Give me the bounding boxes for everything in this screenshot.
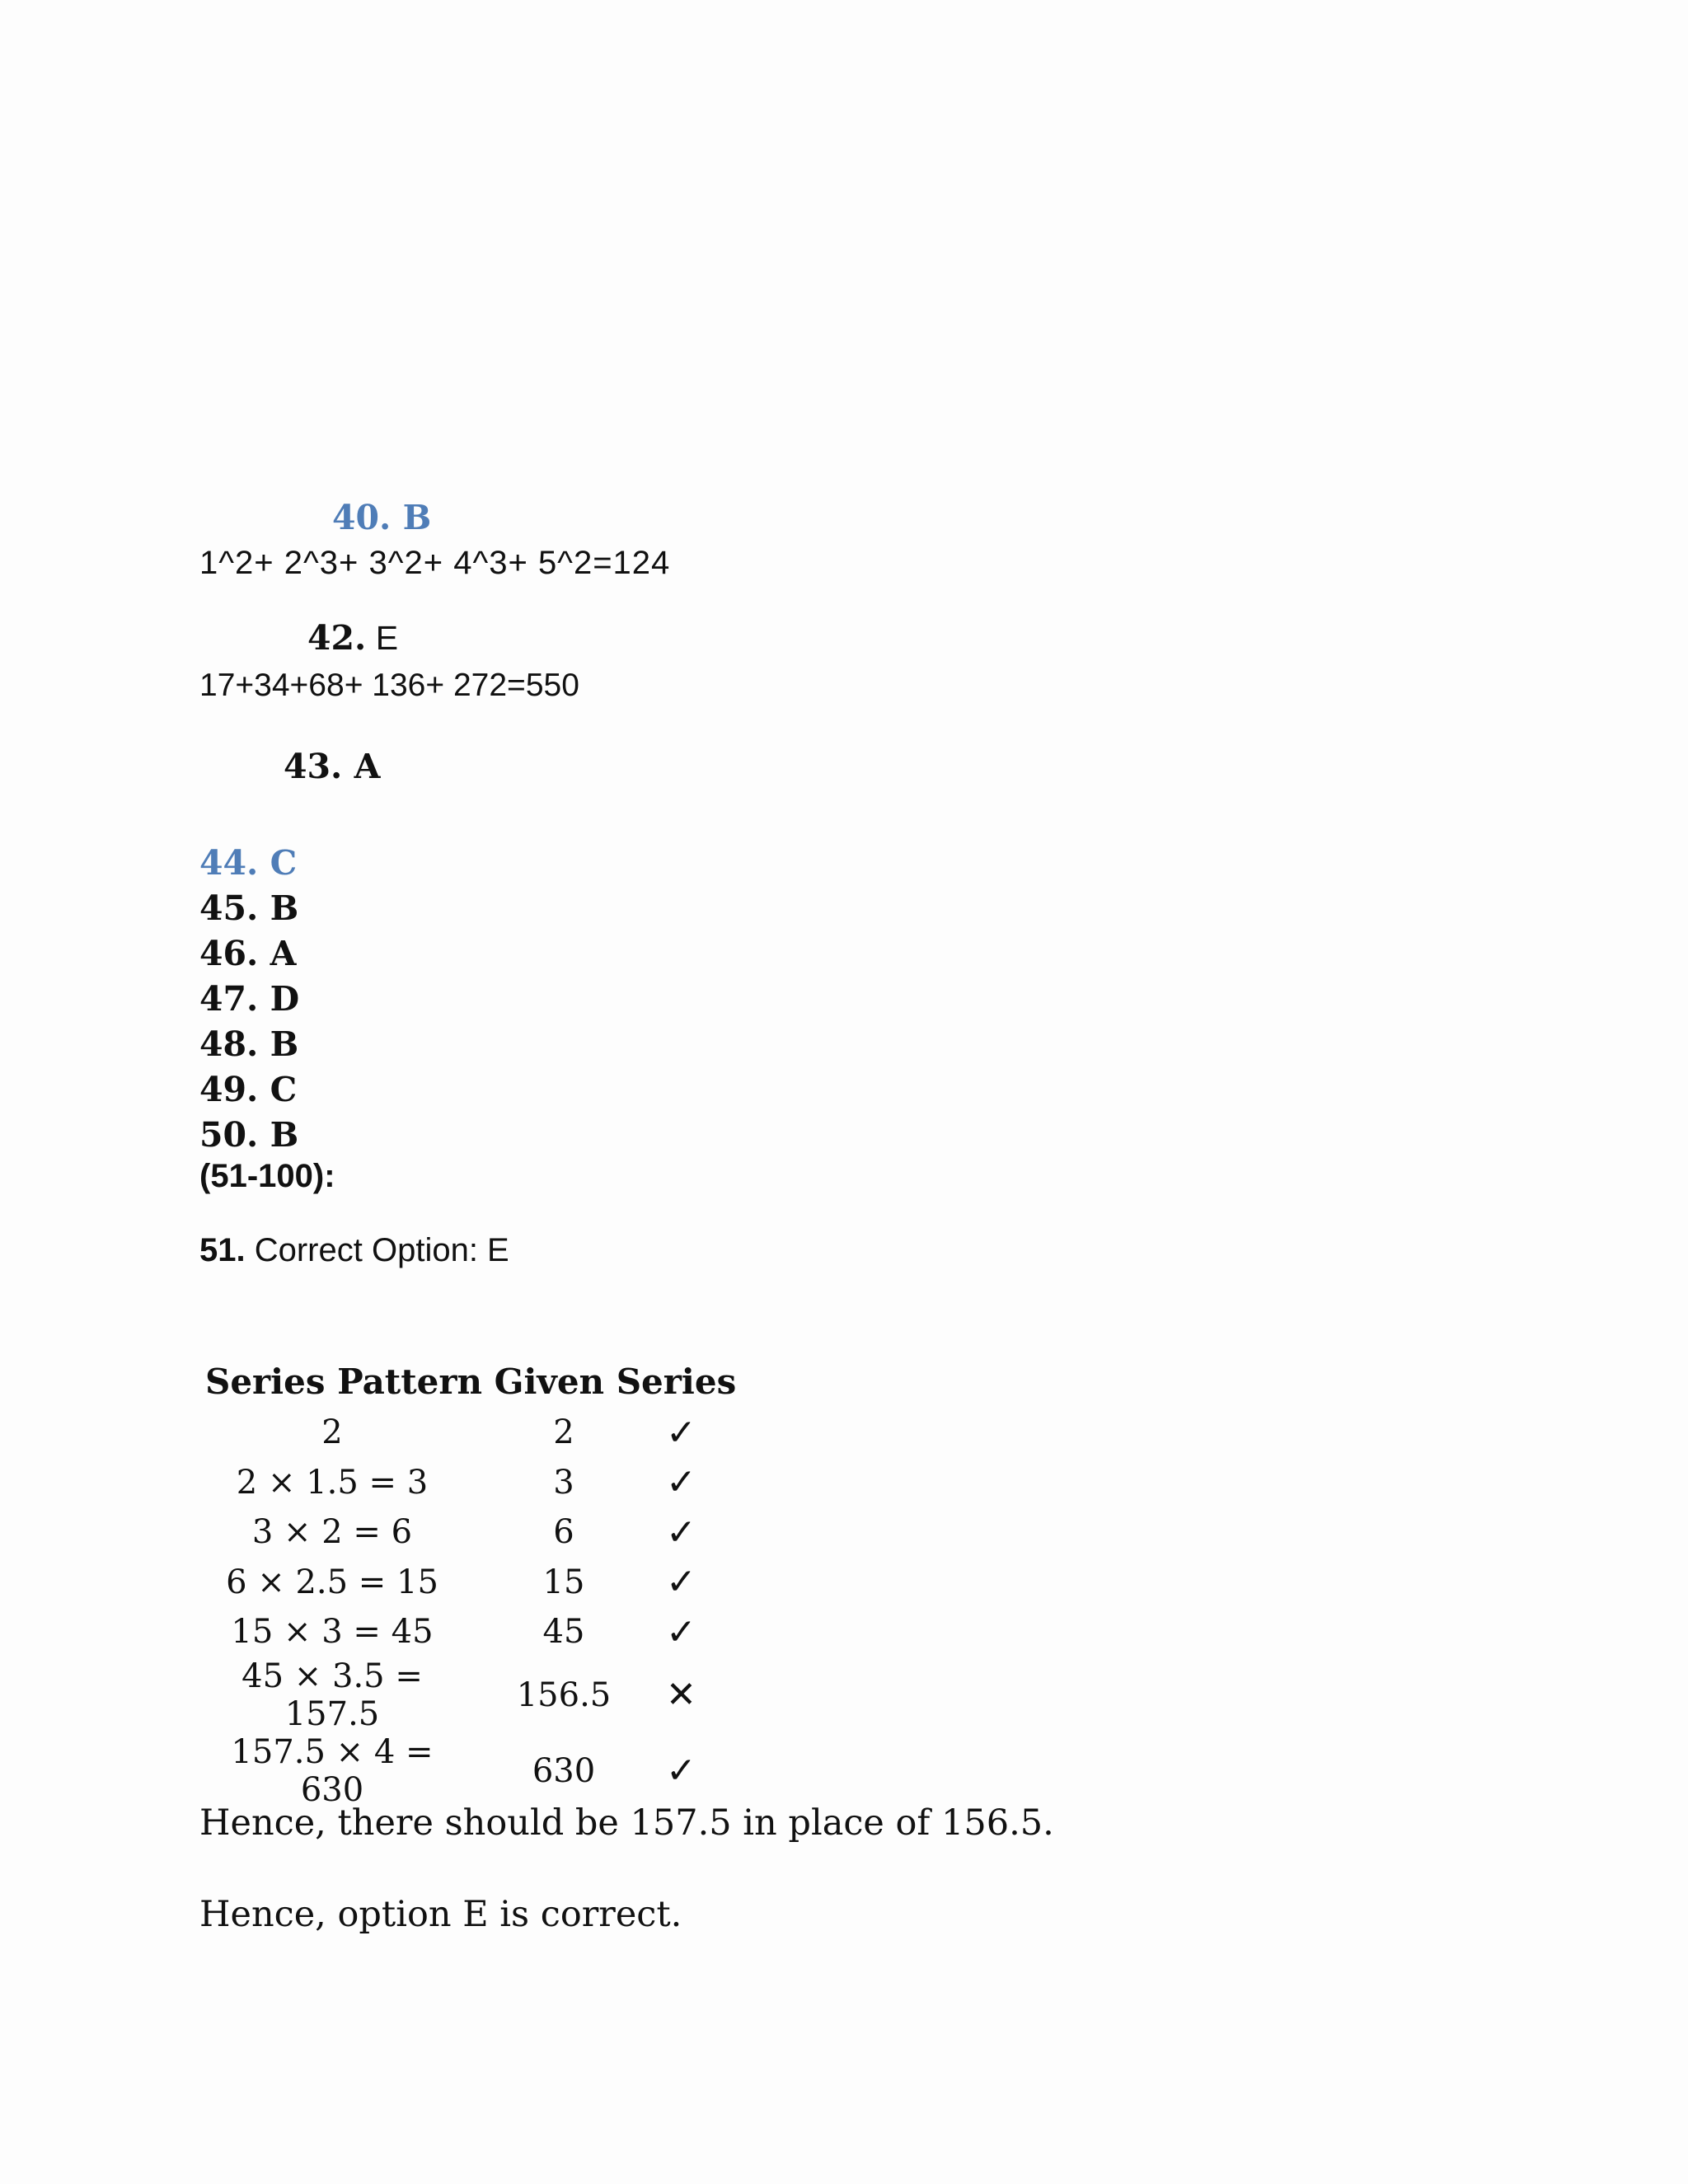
answer-45: 45. B [199, 888, 299, 928]
series-pattern-cell: 6 × 2.5 = 15 [226, 1563, 438, 1601]
given-series-cell: 15 [542, 1563, 585, 1601]
answer-51 [199, 1230, 509, 1269]
series-pattern-cell: 2 × 1.5 = 3 [236, 1463, 429, 1502]
answer-49: 49. C [199, 1070, 298, 1109]
answer-47: 47. D [199, 979, 300, 1019]
table-row [196, 1558, 732, 1608]
answer-43: 43. A [284, 747, 381, 786]
cross-mark-icon: ✕ [666, 1674, 696, 1716]
table-row [196, 1657, 732, 1733]
table-row [196, 1607, 732, 1657]
answer-42 [307, 618, 398, 658]
series-pattern-cell: 15 × 3 = 45 [231, 1613, 434, 1652]
check-mark-icon: ✓ [666, 1461, 696, 1504]
given-series-cell: 3 [553, 1463, 574, 1502]
conclusion-line-1: Hence, there should be 157.5 in place of 156.5. [199, 1802, 1054, 1844]
answer-50: 50. B [199, 1115, 299, 1155]
table-row [196, 1458, 732, 1508]
series-table-heading: Series Pattern Given Series [205, 1361, 737, 1402]
given-series-cell: 6 [553, 1513, 574, 1552]
given-series-cell: 45 [542, 1613, 585, 1652]
check-mark-icon: ✓ [666, 1411, 696, 1454]
series-pattern-cell: 2 [321, 1413, 343, 1452]
given-series-cell: 2 [553, 1413, 574, 1452]
table-row [196, 1507, 732, 1558]
series-pattern-cell: 45 × 3.5 = 157.5 [241, 1657, 423, 1733]
answer-40: 40. B [332, 498, 432, 537]
table-row [196, 1733, 732, 1809]
answer-44: 44. C [199, 843, 298, 883]
answer-42-number: 42. [307, 618, 367, 658]
answer-51-number: 51. [199, 1232, 246, 1268]
check-mark-icon: ✓ [666, 1750, 696, 1792]
series-pattern-cell: 157.5 × 4 = 630 [231, 1732, 434, 1809]
series-pattern-cell: 3 × 2 = 6 [251, 1513, 413, 1552]
series-table [196, 1408, 732, 1809]
range-heading: (51-100): [199, 1158, 335, 1194]
answer-51-text: Correct Option: E [245, 1232, 509, 1268]
answer-40-equation: 1^2+ 2^3+ 3^2+ 4^3+ 5^2=124 [199, 545, 671, 581]
check-mark-icon: ✓ [666, 1511, 696, 1554]
answer-42-equation: 17+34+68+ 136+ 272=550 [199, 668, 579, 703]
conclusion-line-2: Hence, option E is correct. [199, 1894, 682, 1935]
check-mark-icon: ✓ [666, 1610, 696, 1653]
answer-list [199, 841, 299, 1158]
answer-42-option: E [366, 619, 399, 657]
table-row [196, 1408, 732, 1458]
check-mark-icon: ✓ [666, 1561, 696, 1604]
answer-46: 46. A [199, 934, 297, 973]
answer-48: 48. B [199, 1024, 299, 1064]
given-series-cell: 156.5 [516, 1675, 612, 1714]
given-series-cell: 630 [532, 1751, 596, 1790]
